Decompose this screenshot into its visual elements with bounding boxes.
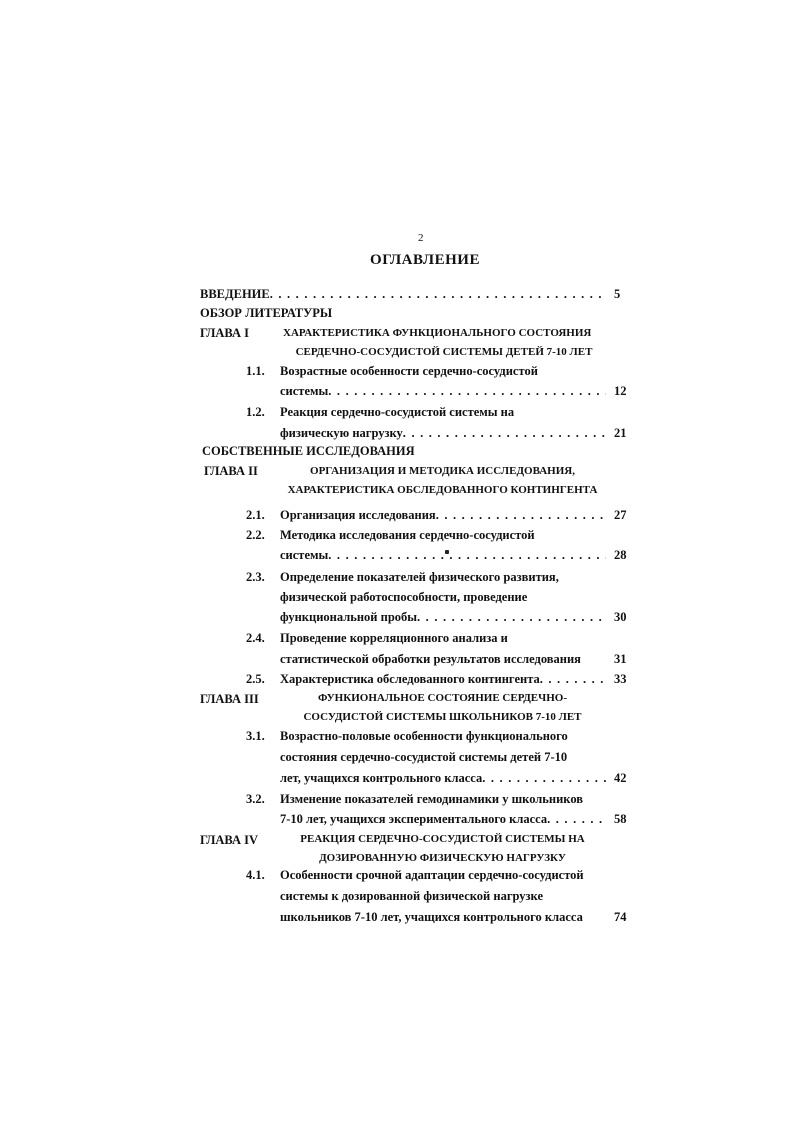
chapter-label: ГЛАВА III bbox=[200, 692, 259, 706]
toc-entry-text: школьников 7-10 лет, учащихся контрольного класса bbox=[280, 910, 583, 924]
toc-entry-text: Особенности срочной адаптации сердечно-сосудистой bbox=[280, 868, 584, 882]
chapter-title-line: ФУНКИОНАЛЬНОЕ СОСТОЯНИЕ СЕРДЕЧНО- bbox=[318, 692, 567, 704]
toc-entry-intro bbox=[200, 287, 606, 302]
toc-entry-text: состояния сердечно-сосудистой системы детей 7-10 bbox=[280, 750, 568, 764]
toc-page-number: 30 bbox=[614, 610, 627, 624]
toc-entry-text: физической работоспособности, проведение bbox=[280, 590, 528, 604]
chapter-title-line: ХАРАКТЕРИСТИКА ОБСЛЕДОВАННОГО КОНТИНГЕНТА bbox=[287, 484, 598, 496]
toc-entry-text: системы bbox=[280, 384, 329, 398]
dot-leader bbox=[417, 610, 606, 625]
toc-page-number: 58 bbox=[614, 812, 627, 826]
dot-leader bbox=[328, 384, 606, 399]
toc-entry-number: 2.1. bbox=[246, 508, 265, 522]
toc-page-number: 12 bbox=[614, 384, 627, 398]
toc-entry-text: функциональной пробы bbox=[280, 610, 418, 624]
dot-leader bbox=[403, 426, 606, 441]
toc-page-number: 28 bbox=[614, 548, 627, 562]
chapter-title-line: ДОЗИРОВАННУЮ ФИЗИЧЕСКУЮ НАГРУЗКУ bbox=[319, 852, 566, 864]
chapter-title-line: СОСУДИСТОЙ СИСТЕМЫ ШКОЛЬНИКОВ 7-10 ЛЕТ bbox=[303, 711, 582, 723]
toc-entry-number: 3.1. bbox=[246, 729, 265, 743]
toc-entry-text: физическую нагрузку bbox=[280, 426, 403, 440]
toc-entry-text: Проведение корреляционного анализа и bbox=[280, 631, 508, 645]
chapter-title-line: СЕРДЕЧНО-СОСУДИСТОЙ СИСТЕМЫ ДЕТЕЙ 7-10 ЛЕТ bbox=[295, 346, 593, 358]
toc-entry-text: статистической обработки результатов исследования bbox=[280, 652, 581, 666]
toc-entry-text: Характеристика обследованного контингента bbox=[280, 672, 540, 686]
toc-entry-number: 2.2. bbox=[246, 528, 265, 542]
toc-entry-number: 2.4. bbox=[246, 631, 265, 645]
toc-page-number: 42 bbox=[614, 771, 627, 785]
toc-entry-line bbox=[280, 672, 606, 687]
toc-entry-text: системы bbox=[280, 548, 329, 562]
dot-leader bbox=[540, 672, 606, 687]
toc-entry-line bbox=[280, 508, 606, 523]
toc-page-number: 31 bbox=[614, 652, 627, 666]
toc-entry-text: Возрастные особенности сердечно-сосудистой bbox=[280, 364, 538, 378]
toc-entry-line bbox=[280, 548, 606, 563]
dot-leader bbox=[482, 771, 606, 786]
toc-entry-line bbox=[280, 812, 606, 827]
toc-page-number: 74 bbox=[614, 910, 627, 924]
toc-entry-line bbox=[280, 384, 606, 399]
dot-leader bbox=[436, 508, 606, 523]
page-number: 2 bbox=[418, 232, 424, 244]
toc-entry-text: Определение показателей физического развития, bbox=[280, 570, 559, 584]
toc-entry-text: системы к дозированной физической нагрузке bbox=[280, 889, 544, 903]
toc-entry-number: 4.1. bbox=[246, 868, 265, 882]
toc-entry-text: Методика исследования сердечно-сосудистой bbox=[280, 528, 535, 542]
toc-entry-label: ВВЕДЕНИЕ bbox=[200, 287, 270, 301]
toc-entry-number: 1.1. bbox=[246, 364, 265, 378]
section-heading-literature: ОБЗОР ЛИТЕРАТУРЫ bbox=[200, 306, 333, 320]
toc-entry-text: Изменение показателей гемодинамики у школьников bbox=[280, 792, 584, 806]
toc-entry-number: 2.3. bbox=[246, 570, 265, 584]
chapter-label: ГЛАВА I bbox=[200, 326, 249, 340]
toc-page-number: 21 bbox=[614, 426, 627, 440]
toc-entry-line bbox=[280, 426, 606, 441]
toc-entry-number: 1.2. bbox=[246, 405, 265, 419]
toc-entry-line bbox=[280, 771, 606, 786]
toc-entry-number: 2.5. bbox=[246, 672, 265, 686]
chapter-label: ГЛАВА II bbox=[204, 464, 258, 478]
toc-entry-text: Организация исследования bbox=[280, 508, 436, 522]
page-title: ОГЛАВЛЕНИЕ bbox=[370, 252, 480, 268]
toc-page-number: 5 bbox=[614, 287, 621, 301]
toc-entry-line bbox=[280, 610, 606, 625]
section-heading-research: СОБСТВЕННЫЕ ИССЛЕДОВАНИЯ bbox=[202, 444, 415, 458]
toc-page-number: 27 bbox=[614, 508, 627, 522]
toc-page-number: 33 bbox=[614, 672, 627, 686]
toc-entry-number: 3.2. bbox=[246, 792, 265, 806]
toc-entry-text: 7-10 лет, учащихся экспериментального класса bbox=[280, 812, 548, 826]
chapter-title-line: РЕАКЦИЯ СЕРДЕЧНО-СОСУДИСТОЙ СИСТЕМЫ НА bbox=[300, 833, 585, 845]
toc-entry-text: Возрастно-половые особенности функционального bbox=[280, 729, 568, 743]
chapter-label: ГЛАВА IV bbox=[200, 833, 259, 847]
dot-leader bbox=[328, 548, 606, 563]
print-speck bbox=[445, 550, 449, 554]
dot-leader bbox=[270, 287, 606, 302]
chapter-title-line: ОРГАНИЗАЦИЯ И МЕТОДИКА ИССЛЕДОВАНИЯ, bbox=[310, 465, 575, 477]
dot-leader bbox=[547, 812, 606, 827]
toc-entry-text: лет, учащихся контрольного класса bbox=[280, 771, 483, 785]
chapter-title-line: ХАРАКТЕРИСТИКА ФУНКЦИОНАЛЬНОГО СОСТОЯНИЯ bbox=[283, 327, 592, 339]
toc-entry-text: Реакция сердечно-сосудистой системы на bbox=[280, 405, 515, 419]
